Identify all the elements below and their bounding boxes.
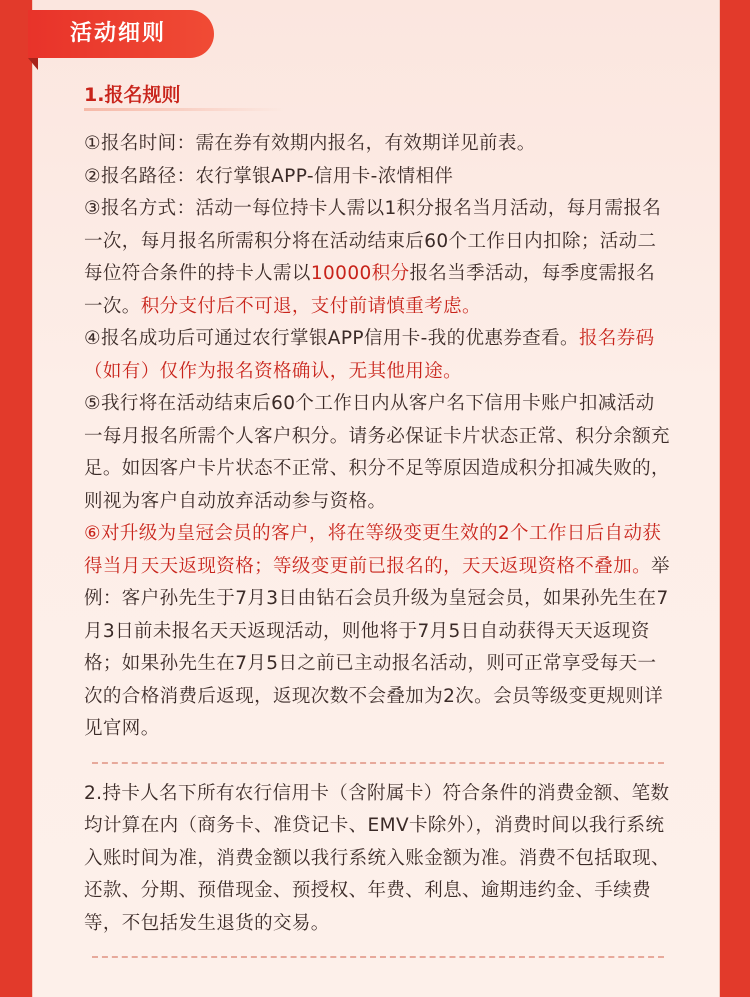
rule-item-3-points: 10000积分 [310, 263, 410, 284]
rule-item-2: ②报名路径：农行掌银APP-信用卡-浓情相伴 [84, 165, 454, 187]
dashed-divider [92, 762, 664, 764]
rule-section-2: 2.持卡人名下所有农行信用卡（含附属卡）符合条件的消费金额、笔数均计算在内（商务卡、准贷记卡、EMV卡除外），消费时间以我行系统入账时间为准，消费金额以我行系统入账金额为准。消费不包括取现、还款、分期、预借现金、预授权、年费、利息、逾期违约金、手续费等，不包括发生退货的交易。 [84, 782, 670, 934]
ribbon-title: 活动细则 [70, 21, 167, 46]
dashed-divider-bottom [92, 956, 664, 958]
rule-item-5: ⑤我行将在活动结束后60个工作日内从客户名下信用卡账户扣减活动一每月报名所需个人客户积分。请务必保证卡片状态正常、积分余额充足。如因客户卡片状态不正常、积分不足等原因造成积分扣减失败的，则视为客户自动放弃活动参与资格。 [84, 393, 670, 512]
rule-item-1: ①报名时间：需在券有效期内报名，有效期详见前表。 [84, 133, 536, 154]
title-underline [84, 108, 284, 111]
section-title: 1.报名规则 [84, 84, 181, 106]
rule-item-4-note: 报名券码（如有）仅作为报名资格确认，无其他用途。 [84, 328, 655, 382]
rule-item-3-text2: 报名当季活动，每季度需报名一次。 [84, 263, 656, 317]
rule-item-3 [84, 193, 670, 323]
rule-item-6 [84, 518, 670, 746]
rule-item-4-text: ④报名成功后可通过农行掌银APP信用卡-我的优惠券查看。 [84, 328, 579, 349]
rule-item-3-warning: 积分支付后不可退，支付前请慎重考虑。 [140, 295, 481, 317]
section-ribbon [28, 10, 214, 58]
rules-content [84, 128, 670, 972]
ribbon-fold [28, 58, 38, 70]
rule-item-6-highlight: ⑥对升级为皇冠会员的客户，将在等级变更生效的2个工作日后自动获得当月天天返现资格；等级变更前已报名的，天天返现资格不叠加。 [84, 523, 662, 577]
rule-item-4 [84, 323, 670, 388]
rule-item-6-example: 举例：客户孙先生于7月3日由钻石会员升级为皇冠会员，如果孙先生在7月3日前未报名天天返现活动，则他将于7月5日自动获得天天返现资格；如果孙先生在7月5日之前已主动报名活动，则可正常享受每天一次的合格消费后返现，返现次数不会叠加为2次。会员等级变更规则详见官网。 [84, 555, 670, 739]
rule-item-3-text: ③报名方式：活动一每位持卡人需以1积分报名当月活动，每月需报名一次，每月报名所需积分将在活动结束后60个工作日内扣除；活动二每位符合条件的持卡人需以 [84, 198, 662, 284]
